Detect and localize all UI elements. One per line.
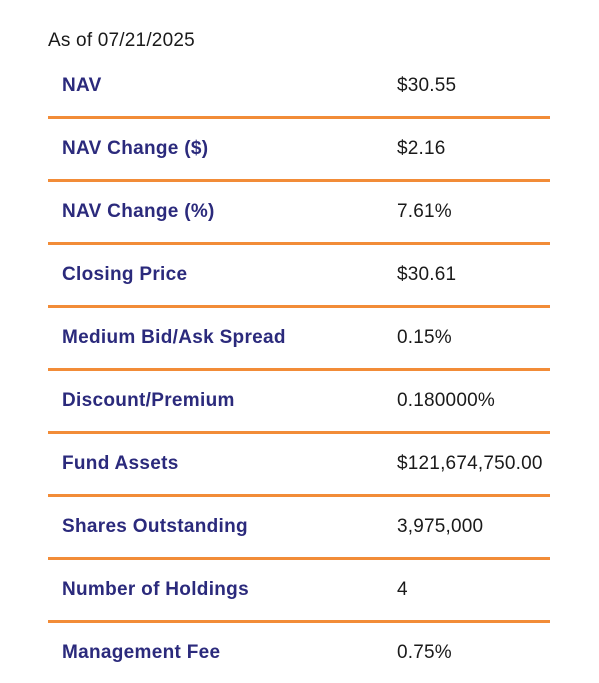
fund-details-table — [48, 56, 550, 683]
row-value: 0.75% — [397, 642, 452, 663]
row-value: $121,674,750.00 — [397, 453, 543, 474]
row-label: Management Fee — [62, 642, 221, 663]
row-value: $30.55 — [397, 75, 457, 96]
table-row-nav-change-percent — [48, 182, 550, 245]
row-label: Shares Outstanding — [62, 516, 248, 537]
row-label: Discount/Premium — [62, 390, 235, 411]
row-label: Fund Assets — [62, 453, 179, 474]
row-value: 0.15% — [397, 327, 452, 348]
row-value: 4 — [397, 579, 408, 600]
table-row-management-fee — [48, 623, 550, 683]
row-value: $30.61 — [397, 264, 457, 285]
table-row-closing-price — [48, 245, 550, 308]
table-row-shares-outstanding — [48, 497, 550, 560]
as-of-date: As of 07/21/2025 — [48, 30, 195, 51]
row-label: NAV Change ($) — [62, 138, 209, 159]
row-label: Closing Price — [62, 264, 188, 285]
row-label: Number of Holdings — [62, 579, 249, 600]
table-row-fund-assets — [48, 434, 550, 497]
table-row-number-of-holdings — [48, 560, 550, 623]
row-value: 0.180000% — [397, 390, 495, 411]
table-row-nav-change-dollar — [48, 119, 550, 182]
table-row-nav — [48, 56, 550, 119]
row-label: NAV — [62, 75, 102, 96]
row-label: NAV Change (%) — [62, 201, 215, 222]
row-value: 7.61% — [397, 201, 452, 222]
row-value: $2.16 — [397, 138, 446, 159]
row-label: Medium Bid/Ask Spread — [62, 327, 286, 348]
table-row-bid-ask-spread — [48, 308, 550, 371]
row-value: 3,975,000 — [397, 516, 484, 537]
table-row-discount-premium — [48, 371, 550, 434]
